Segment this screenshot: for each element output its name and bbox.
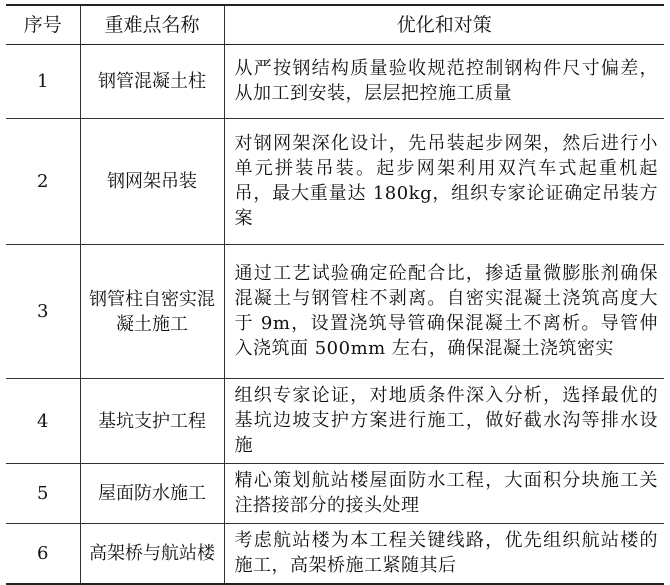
table-row — [6, 245, 664, 379]
row-item: 钢网架吊装 — [80, 119, 224, 245]
row-item: 高架桥与航站楼 — [80, 524, 224, 585]
row-index: 6 — [6, 524, 80, 585]
row-index: 4 — [6, 379, 80, 464]
header-index: 序号 — [6, 5, 80, 45]
row-index: 1 — [6, 45, 80, 119]
row-item: 基坑支护工程 — [80, 379, 224, 464]
row-index: 3 — [6, 245, 80, 379]
table-row — [6, 464, 664, 524]
header-item: 重难点名称 — [80, 5, 224, 45]
row-measure: 考虑航站楼为本工程关键线路，优先组织航站楼的施工，高架桥施工紧随其后 — [224, 524, 664, 585]
row-item: 屋面防水施工 — [80, 464, 224, 524]
header-measure: 优化和对策 — [224, 5, 664, 45]
table-header-row — [6, 5, 664, 45]
row-measure: 组织专家论证，对地质条件深入分析，选择最优的基坑边坡支护方案进行施工，做好截水沟等排水设施 — [224, 379, 664, 464]
table-row — [6, 524, 664, 585]
table-row — [6, 119, 664, 245]
row-measure: 从严按钢结构质量验收规范控制钢构件尺寸偏差，从加工到安装，层层把控施工质量 — [224, 45, 664, 119]
row-item: 钢管混凝土柱 — [80, 45, 224, 119]
row-index: 5 — [6, 464, 80, 524]
row-item: 钢管柱自密实混凝土施工 — [80, 245, 224, 379]
row-measure: 通过工艺试验确定砼配合比，掺适量微膨胀剂确保混凝土与钢管柱不剥离。自密实混凝土浇筑高度大于 9m，设置浇筑导管确保混凝土不离析。导管伸入浇筑面 500mm 左右，确保混凝土浇筑密实 — [224, 245, 664, 379]
measures-table — [6, 4, 664, 585]
row-measure: 对钢网架深化设计，先吊装起步网架，然后进行小单元拼装吊装。起步网架利用双汽车式起重机起吊，最大重量达 180kg，组织专家论证确定吊装方案 — [224, 119, 664, 245]
row-index: 2 — [6, 119, 80, 245]
measures-table-container — [6, 4, 664, 585]
table-row — [6, 379, 664, 464]
row-measure: 精心策划航站楼屋面防水工程，大面积分块施工关注搭接部分的接头处理 — [224, 464, 664, 524]
table-row — [6, 45, 664, 119]
